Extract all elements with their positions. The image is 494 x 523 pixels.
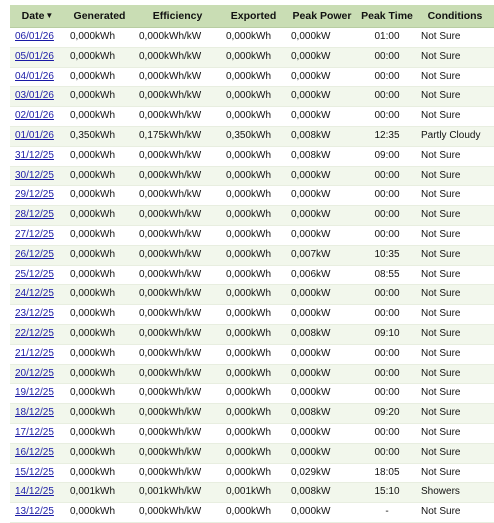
- generated-cell: 0,000kWh: [65, 384, 134, 404]
- efficiency-cell: 0,000kWh/kW: [134, 463, 221, 483]
- peak-power-cell: 0,000kW: [286, 206, 358, 226]
- date-cell: [10, 28, 65, 48]
- peak-power-cell: 0,008kW: [286, 324, 358, 344]
- efficiency-cell: 0,000kWh/kW: [134, 107, 221, 127]
- peak-power-cell: 0,029kW: [286, 463, 358, 483]
- efficiency-cell: 0,000kWh/kW: [134, 503, 221, 523]
- peak-time-cell: 01:00: [358, 28, 416, 48]
- date-link[interactable]: 30/12/25: [15, 169, 54, 181]
- exported-cell: 0,000kWh: [221, 324, 286, 344]
- peak-time-cell: 10:35: [358, 245, 416, 265]
- conditions-cell: Partly Cloudy: [416, 126, 494, 146]
- efficiency-cell: 0,000kWh/kW: [134, 324, 221, 344]
- daily-output-table: [10, 5, 494, 523]
- table-row: [10, 166, 494, 186]
- generated-cell: 0,000kWh: [65, 344, 134, 364]
- conditions-cell: Not Sure: [416, 67, 494, 87]
- date-cell: [10, 423, 65, 443]
- peak-power-cell: 0,000kW: [286, 443, 358, 463]
- generated-cell: 0,000kWh: [65, 423, 134, 443]
- date-cell: [10, 265, 65, 285]
- efficiency-cell: 0,000kWh/kW: [134, 384, 221, 404]
- date-cell: [10, 47, 65, 67]
- date-link[interactable]: 18/12/25: [15, 407, 54, 419]
- date-cell: [10, 225, 65, 245]
- conditions-cell: Showers: [416, 483, 494, 503]
- table-row: [10, 443, 494, 463]
- date-cell: [10, 87, 65, 107]
- conditions-cell: Not Sure: [416, 186, 494, 206]
- date-cell: [10, 384, 65, 404]
- date-link[interactable]: 04/01/26: [15, 70, 54, 82]
- table-row: [10, 67, 494, 87]
- table-row: [10, 186, 494, 206]
- exported-cell: 0,000kWh: [221, 344, 286, 364]
- efficiency-cell: 0,000kWh/kW: [134, 443, 221, 463]
- column-header-peak-time: Peak Time: [358, 5, 416, 28]
- date-cell: [10, 305, 65, 325]
- peak-time-cell: 09:00: [358, 146, 416, 166]
- conditions-cell: Not Sure: [416, 28, 494, 48]
- exported-cell: 0,000kWh: [221, 225, 286, 245]
- peak-time-cell: 00:00: [358, 186, 416, 206]
- peak-power-cell: 0,008kW: [286, 126, 358, 146]
- exported-cell: 0,000kWh: [221, 443, 286, 463]
- date-cell: [10, 245, 65, 265]
- efficiency-cell: 0,000kWh/kW: [134, 265, 221, 285]
- peak-time-cell: 00:00: [358, 305, 416, 325]
- peak-power-cell: 0,007kW: [286, 245, 358, 265]
- generated-cell: 0,000kWh: [65, 265, 134, 285]
- date-link[interactable]: 28/12/25: [15, 209, 54, 221]
- exported-cell: 0,000kWh: [221, 503, 286, 523]
- generated-cell: 0,350kWh: [65, 126, 134, 146]
- column-header-date[interactable]: [10, 5, 65, 28]
- table-row: [10, 384, 494, 404]
- date-cell: [10, 364, 65, 384]
- efficiency-cell: 0,000kWh/kW: [134, 146, 221, 166]
- date-cell: [10, 186, 65, 206]
- peak-time-cell: 00:00: [358, 87, 416, 107]
- date-link[interactable]: 14/12/25: [15, 486, 54, 498]
- table-row: [10, 107, 494, 127]
- exported-cell: 0,350kWh: [221, 126, 286, 146]
- peak-power-cell: 0,000kW: [286, 285, 358, 305]
- column-header-exported: Exported: [221, 5, 286, 28]
- peak-time-cell: 00:00: [358, 47, 416, 67]
- peak-power-cell: 0,000kW: [286, 344, 358, 364]
- date-link[interactable]: 13/12/25: [15, 506, 54, 518]
- peak-time-cell: 12:35: [358, 126, 416, 146]
- exported-cell: 0,000kWh: [221, 87, 286, 107]
- generated-cell: 0,000kWh: [65, 28, 134, 48]
- efficiency-cell: 0,001kWh/kW: [134, 483, 221, 503]
- efficiency-cell: 0,000kWh/kW: [134, 344, 221, 364]
- date-link[interactable]: 24/12/25: [15, 288, 54, 300]
- exported-cell: 0,000kWh: [221, 265, 286, 285]
- date-cell: [10, 503, 65, 523]
- sort-descending-icon: ▼: [45, 11, 54, 20]
- column-header-generated: Generated: [65, 5, 134, 28]
- table-row: [10, 206, 494, 226]
- exported-cell: 0,000kWh: [221, 166, 286, 186]
- conditions-cell: Not Sure: [416, 225, 494, 245]
- table-row: [10, 285, 494, 305]
- efficiency-cell: 0,000kWh/kW: [134, 423, 221, 443]
- peak-power-cell: 0,000kW: [286, 107, 358, 127]
- peak-power-cell: 0,000kW: [286, 305, 358, 325]
- efficiency-cell: 0,000kWh/kW: [134, 67, 221, 87]
- peak-power-cell: 0,000kW: [286, 67, 358, 87]
- generated-cell: 0,000kWh: [65, 225, 134, 245]
- peak-time-cell: 00:00: [358, 443, 416, 463]
- date-cell: [10, 443, 65, 463]
- conditions-cell: Not Sure: [416, 166, 494, 186]
- exported-cell: 0,000kWh: [221, 107, 286, 127]
- peak-time-cell: 09:20: [358, 404, 416, 424]
- conditions-cell: Not Sure: [416, 404, 494, 424]
- peak-power-cell: 0,000kW: [286, 186, 358, 206]
- conditions-cell: Not Sure: [416, 305, 494, 325]
- conditions-cell: Not Sure: [416, 265, 494, 285]
- date-link[interactable]: 05/01/26: [15, 50, 54, 62]
- conditions-cell: Not Sure: [416, 443, 494, 463]
- peak-time-cell: 00:00: [358, 285, 416, 305]
- efficiency-cell: 0,175kWh/kW: [134, 126, 221, 146]
- conditions-cell: Not Sure: [416, 146, 494, 166]
- peak-time-cell: 15:10: [358, 483, 416, 503]
- efficiency-cell: 0,000kWh/kW: [134, 166, 221, 186]
- table-row: [10, 146, 494, 166]
- peak-power-cell: 0,000kW: [286, 47, 358, 67]
- date-link[interactable]: 23/12/25: [15, 308, 54, 320]
- date-link[interactable]: 26/12/25: [15, 248, 54, 260]
- peak-power-cell: 0,000kW: [286, 28, 358, 48]
- date-link[interactable]: 19/12/25: [15, 387, 54, 399]
- generated-cell: 0,000kWh: [65, 324, 134, 344]
- date-link[interactable]: 31/12/25: [15, 149, 54, 161]
- generated-cell: 0,000kWh: [65, 364, 134, 384]
- table-row: [10, 463, 494, 483]
- generated-cell: 0,000kWh: [65, 87, 134, 107]
- generated-cell: 0,000kWh: [65, 206, 134, 226]
- generated-cell: 0,000kWh: [65, 146, 134, 166]
- peak-power-cell: 0,008kW: [286, 146, 358, 166]
- conditions-cell: Not Sure: [416, 423, 494, 443]
- date-link[interactable]: 16/12/25: [15, 446, 54, 458]
- date-cell: [10, 285, 65, 305]
- peak-power-cell: 0,000kW: [286, 364, 358, 384]
- peak-power-cell: 0,008kW: [286, 483, 358, 503]
- date-cell: [10, 344, 65, 364]
- date-cell: [10, 463, 65, 483]
- conditions-cell: Not Sure: [416, 503, 494, 523]
- efficiency-cell: 0,000kWh/kW: [134, 404, 221, 424]
- generated-cell: 0,000kWh: [65, 47, 134, 67]
- efficiency-cell: 0,000kWh/kW: [134, 206, 221, 226]
- peak-time-cell: 08:55: [358, 265, 416, 285]
- conditions-cell: Not Sure: [416, 107, 494, 127]
- exported-cell: 0,000kWh: [221, 245, 286, 265]
- table-row: [10, 404, 494, 424]
- peak-time-cell: 00:00: [358, 364, 416, 384]
- generated-cell: 0,000kWh: [65, 443, 134, 463]
- peak-power-cell: 0,000kW: [286, 87, 358, 107]
- date-cell: [10, 206, 65, 226]
- table-row: [10, 126, 494, 146]
- date-link[interactable]: 01/01/26: [15, 129, 54, 141]
- exported-cell: 0,000kWh: [221, 305, 286, 325]
- generated-cell: 0,000kWh: [65, 404, 134, 424]
- column-header-peak-power: Peak Power: [286, 5, 358, 28]
- date-link[interactable]: 27/12/25: [15, 228, 54, 240]
- exported-cell: 0,000kWh: [221, 67, 286, 87]
- exported-cell: 0,000kWh: [221, 28, 286, 48]
- peak-time-cell: 00:00: [358, 384, 416, 404]
- column-header-date-label: Date: [21, 10, 45, 22]
- table-row: [10, 503, 494, 523]
- conditions-cell: Not Sure: [416, 206, 494, 226]
- exported-cell: 0,000kWh: [221, 384, 286, 404]
- table-row: [10, 344, 494, 364]
- generated-cell: 0,000kWh: [65, 305, 134, 325]
- peak-power-cell: 0,008kW: [286, 404, 358, 424]
- generated-cell: 0,000kWh: [65, 503, 134, 523]
- conditions-cell: Not Sure: [416, 245, 494, 265]
- table-row: [10, 87, 494, 107]
- date-cell: [10, 166, 65, 186]
- peak-time-cell: -: [358, 503, 416, 523]
- exported-cell: 0,000kWh: [221, 47, 286, 67]
- date-link[interactable]: 22/12/25: [15, 327, 54, 339]
- peak-power-cell: 0,000kW: [286, 423, 358, 443]
- date-cell: [10, 67, 65, 87]
- peak-time-cell: 09:10: [358, 324, 416, 344]
- efficiency-cell: 0,000kWh/kW: [134, 28, 221, 48]
- generated-cell: 0,000kWh: [65, 463, 134, 483]
- peak-power-cell: 0,000kW: [286, 503, 358, 523]
- peak-power-cell: 0,000kW: [286, 166, 358, 186]
- exported-cell: 0,000kWh: [221, 463, 286, 483]
- date-cell: [10, 107, 65, 127]
- peak-power-cell: 0,000kW: [286, 225, 358, 245]
- generated-cell: 0,000kWh: [65, 245, 134, 265]
- generated-cell: 0,000kWh: [65, 67, 134, 87]
- date-cell: [10, 483, 65, 503]
- table-row: [10, 245, 494, 265]
- peak-power-cell: 0,006kW: [286, 265, 358, 285]
- exported-cell: 0,000kWh: [221, 404, 286, 424]
- conditions-cell: Not Sure: [416, 285, 494, 305]
- efficiency-cell: 0,000kWh/kW: [134, 87, 221, 107]
- table-row: [10, 423, 494, 443]
- conditions-cell: Not Sure: [416, 463, 494, 483]
- conditions-cell: Not Sure: [416, 384, 494, 404]
- peak-power-cell: 0,000kW: [286, 384, 358, 404]
- table-row: [10, 483, 494, 503]
- date-cell: [10, 146, 65, 166]
- date-link[interactable]: 25/12/25: [15, 268, 54, 280]
- date-cell: [10, 404, 65, 424]
- peak-time-cell: 00:00: [358, 423, 416, 443]
- efficiency-cell: 0,000kWh/kW: [134, 225, 221, 245]
- peak-time-cell: 00:00: [358, 67, 416, 87]
- table-row: [10, 265, 494, 285]
- date-link[interactable]: 06/01/26: [15, 31, 54, 42]
- peak-time-cell: 00:00: [358, 344, 416, 364]
- efficiency-cell: 0,000kWh/kW: [134, 47, 221, 67]
- exported-cell: 0,001kWh: [221, 483, 286, 503]
- table-row: [10, 225, 494, 245]
- date-link[interactable]: 20/12/25: [15, 367, 54, 379]
- exported-cell: 0,000kWh: [221, 146, 286, 166]
- generated-cell: 0,000kWh: [65, 107, 134, 127]
- efficiency-cell: 0,000kWh/kW: [134, 305, 221, 325]
- efficiency-cell: 0,000kWh/kW: [134, 186, 221, 206]
- efficiency-cell: 0,000kWh/kW: [134, 364, 221, 384]
- conditions-cell: Not Sure: [416, 324, 494, 344]
- exported-cell: 0,000kWh: [221, 186, 286, 206]
- column-header-conditions: Conditions: [416, 5, 494, 28]
- table-row: [10, 305, 494, 325]
- date-link[interactable]: 02/01/26: [15, 110, 54, 122]
- column-header-efficiency: Efficiency: [134, 5, 221, 28]
- generated-cell: 0,001kWh: [65, 483, 134, 503]
- date-link[interactable]: 21/12/25: [15, 347, 54, 359]
- efficiency-cell: 0,000kWh/kW: [134, 245, 221, 265]
- table-row: [10, 28, 494, 48]
- peak-time-cell: 00:00: [358, 206, 416, 226]
- table-row: [10, 364, 494, 384]
- conditions-cell: Not Sure: [416, 364, 494, 384]
- table-body: [10, 28, 494, 523]
- generated-cell: 0,000kWh: [65, 285, 134, 305]
- date-cell: [10, 126, 65, 146]
- peak-time-cell: 00:00: [358, 166, 416, 186]
- conditions-cell: Not Sure: [416, 47, 494, 67]
- exported-cell: 0,000kWh: [221, 285, 286, 305]
- exported-cell: 0,000kWh: [221, 423, 286, 443]
- peak-time-cell: 18:05: [358, 463, 416, 483]
- conditions-cell: Not Sure: [416, 344, 494, 364]
- date-link[interactable]: 15/12/25: [15, 466, 54, 478]
- conditions-cell: Not Sure: [416, 87, 494, 107]
- peak-time-cell: 00:00: [358, 225, 416, 245]
- date-cell: [10, 324, 65, 344]
- date-link[interactable]: 29/12/25: [15, 189, 54, 201]
- exported-cell: 0,000kWh: [221, 364, 286, 384]
- generated-cell: 0,000kWh: [65, 186, 134, 206]
- date-link[interactable]: 03/01/26: [15, 90, 54, 102]
- generated-cell: 0,000kWh: [65, 166, 134, 186]
- date-link[interactable]: 17/12/25: [15, 426, 54, 438]
- table-row: [10, 47, 494, 67]
- efficiency-cell: 0,000kWh/kW: [134, 285, 221, 305]
- table-header-row: [10, 5, 494, 28]
- exported-cell: 0,000kWh: [221, 206, 286, 226]
- peak-time-cell: 00:00: [358, 107, 416, 127]
- table-row: [10, 324, 494, 344]
